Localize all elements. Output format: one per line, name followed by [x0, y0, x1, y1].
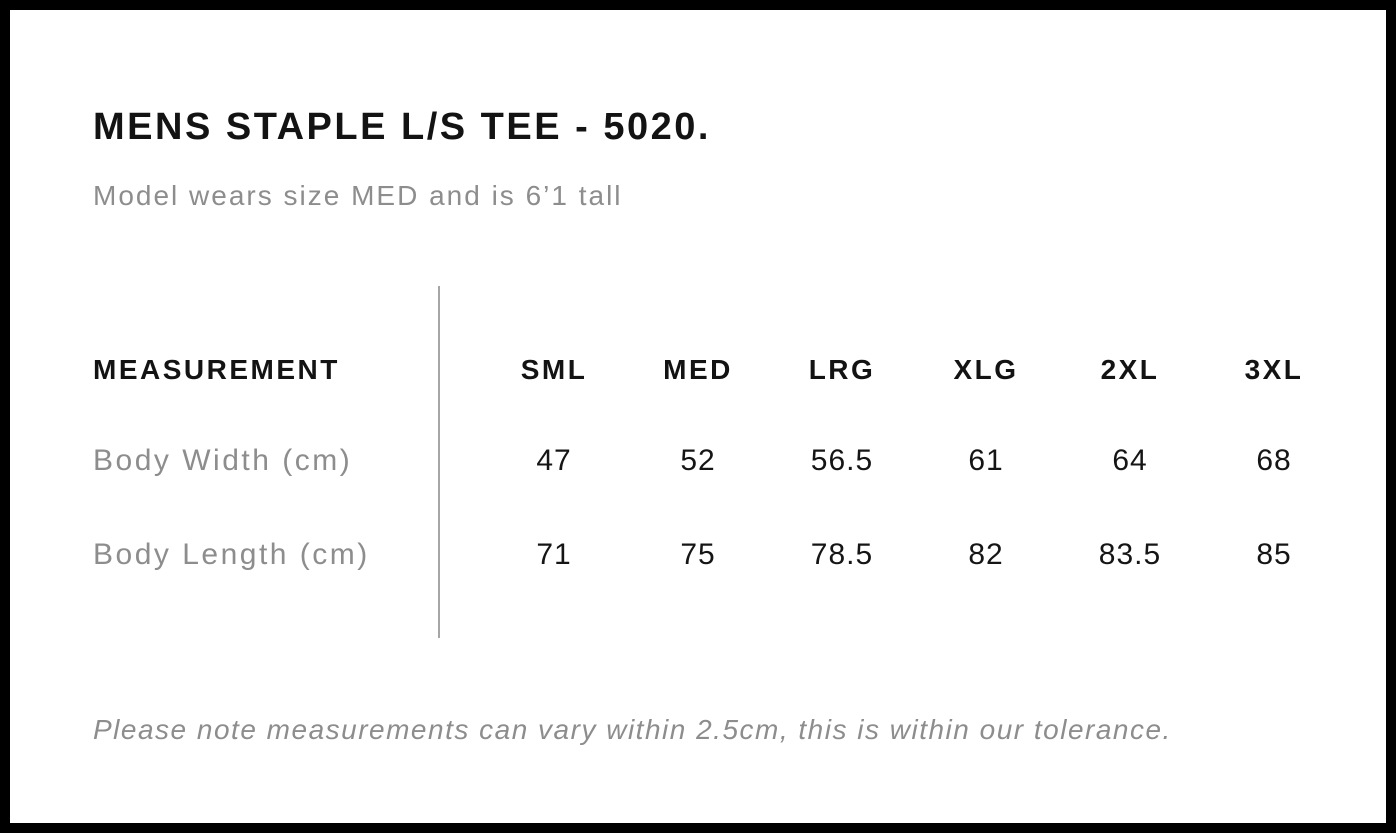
row-label-body-width: Body Width (cm): [93, 444, 353, 477]
page-title: MENS STAPLE L/S TEE - 5020.: [93, 106, 711, 148]
column-header-sml: SML: [520, 354, 588, 385]
cell-body-width-xlg: 61: [968, 444, 1004, 477]
column-header-med: MED: [663, 354, 733, 385]
column-header-xlg: XLG: [953, 354, 1019, 385]
measurement-column-header: MEASUREMENT: [93, 354, 340, 385]
cell-body-width-med: 52: [680, 444, 716, 477]
cell-body-length-3xl: 85: [1256, 538, 1292, 571]
cell-body-length-lrg: 78.5: [810, 538, 874, 571]
cell-body-width-sml: 47: [536, 444, 572, 477]
cell-body-length-med: 75: [680, 538, 716, 571]
table-row-body-width: [93, 443, 1346, 479]
cell-body-width-lrg: 56.5: [810, 444, 874, 477]
column-header-3xl: 3XL: [1244, 354, 1304, 385]
tolerance-note: Please note measurements can vary within 2.5cm, this is within our tolerance.: [93, 714, 1172, 745]
column-header-2xl: 2XL: [1100, 354, 1160, 385]
column-header-lrg: LRG: [808, 354, 876, 385]
table-row-body-length: [93, 537, 1346, 573]
row-label-body-length: Body Length (cm): [93, 538, 370, 571]
cell-body-length-sml: 71: [536, 538, 572, 571]
cell-body-width-3xl: 68: [1256, 444, 1292, 477]
model-info: Model wears size MED and is 6’1 tall: [93, 180, 623, 211]
cell-body-length-xlg: 82: [968, 538, 1004, 571]
table-header-row: [93, 352, 1346, 388]
cell-body-width-2xl: 64: [1112, 444, 1148, 477]
cell-body-length-2xl: 83.5: [1098, 538, 1162, 571]
